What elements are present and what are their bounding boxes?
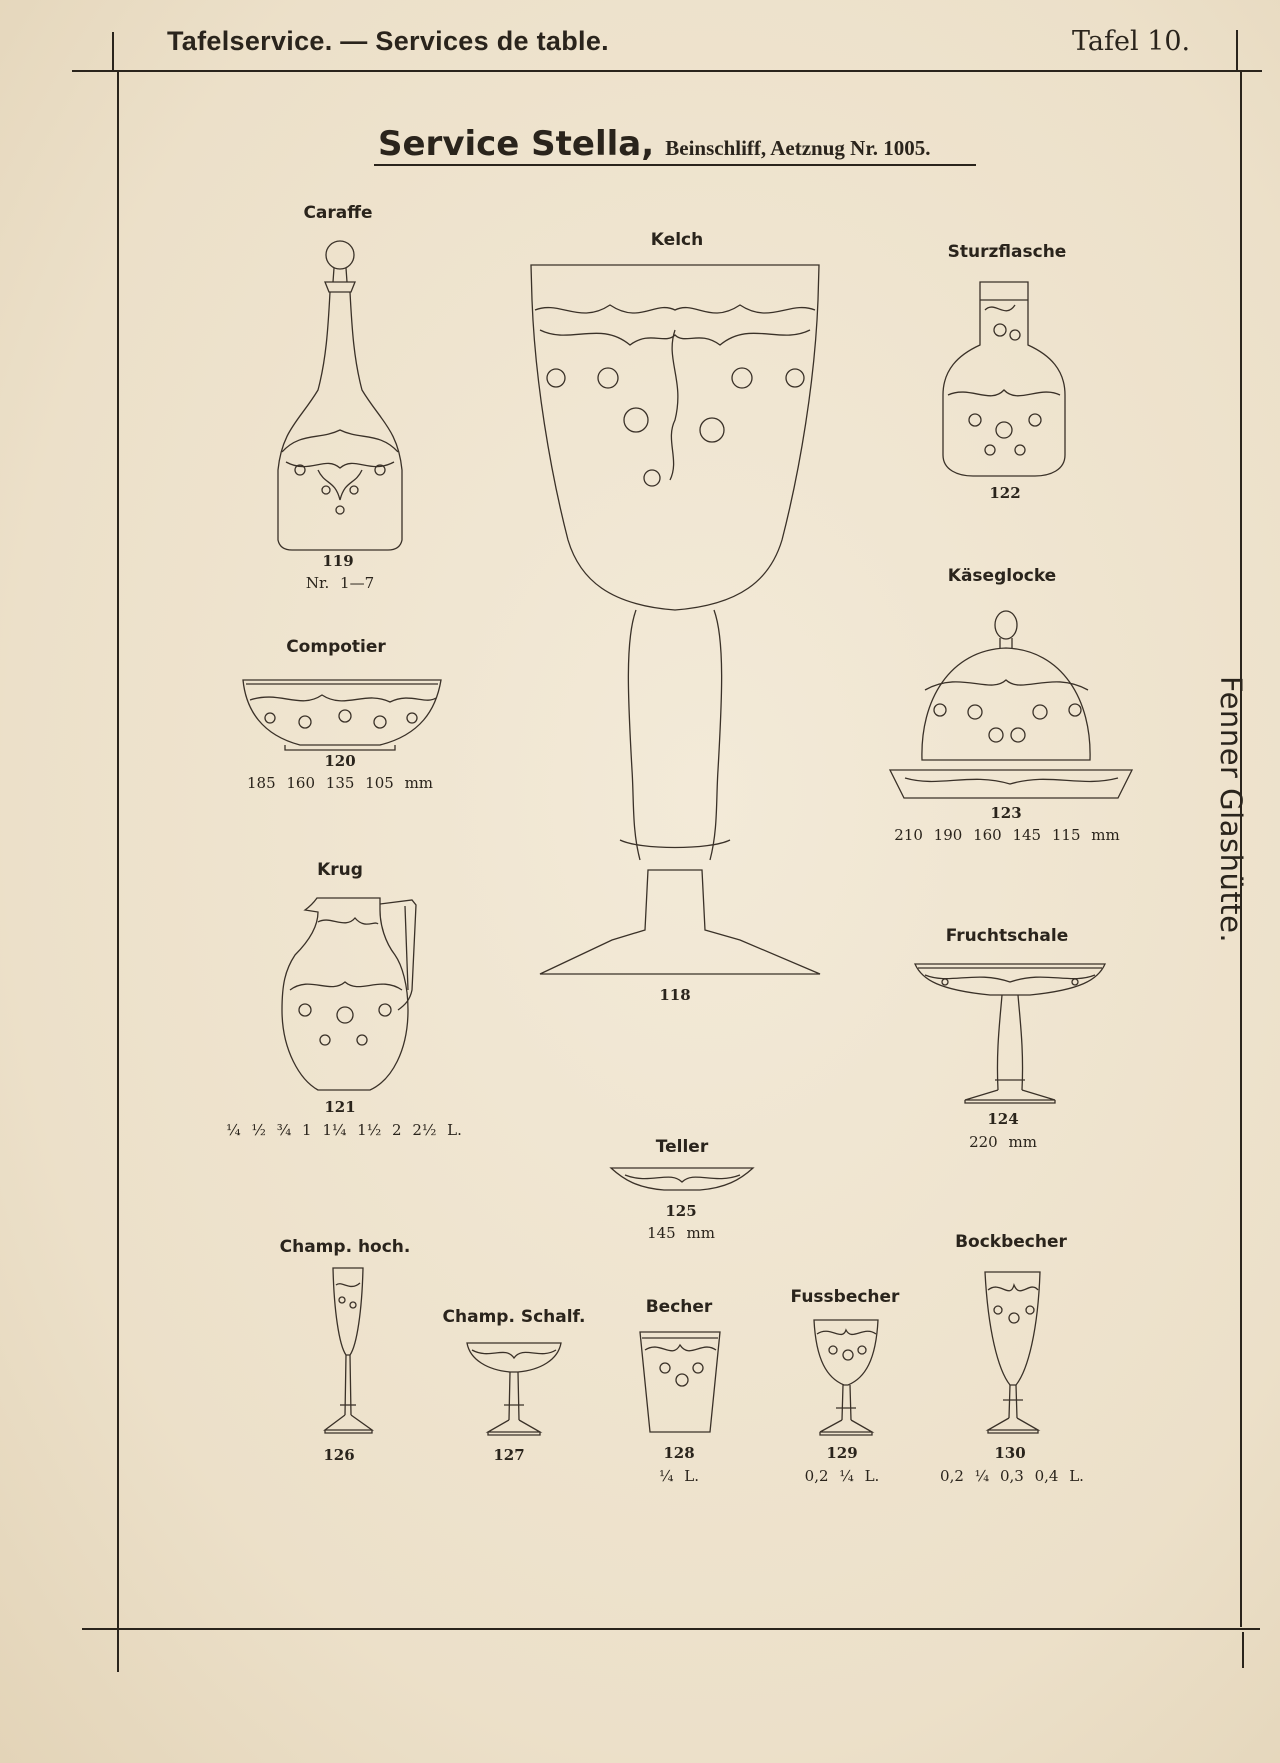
kaeseglocke-drawing — [890, 611, 1132, 798]
teller-label: Teller — [655, 1137, 709, 1157]
fussbecher-drawing — [814, 1320, 878, 1435]
becher-drawing — [640, 1332, 720, 1432]
kaeseglocke-number: 123 — [990, 804, 1022, 822]
bockbecher-drawing — [985, 1272, 1040, 1433]
compotier-label: Compotier — [286, 637, 386, 657]
krug-drawing — [282, 898, 416, 1090]
compotier-sizes: 185 160 135 105 mm — [246, 774, 434, 792]
caraffe-sizes: Nr. 1—7 — [305, 574, 375, 592]
becher-sizes: ¼ L. — [658, 1467, 700, 1485]
bockbecher-number: 130 — [994, 1444, 1026, 1462]
sturzflasche-label: Sturzflasche — [947, 242, 1067, 262]
manufacturer-name: Fenner Glashütte. — [1214, 676, 1248, 944]
kaeseglocke-label: Käseglocke — [947, 566, 1057, 586]
kaeseglocke-sizes: 210 190 160 145 115 mm — [894, 826, 1120, 844]
caraffe-number: 119 — [322, 552, 354, 570]
kelch-number: 118 — [659, 986, 691, 1004]
krug-label: Krug — [317, 860, 363, 880]
fruchtschale-sizes: 220 mm — [969, 1133, 1037, 1151]
fussbecher-sizes: 0,2 ¼ L. — [804, 1467, 880, 1485]
kelch-label: Kelch — [650, 230, 704, 250]
header-title: Tafelservice. — Services de table. — [167, 26, 609, 56]
krug-number: 121 — [324, 1098, 356, 1116]
sturzflasche-number: 122 — [989, 484, 1021, 502]
kelch-drawing — [531, 265, 820, 974]
caraffe-label: Caraffe — [303, 203, 373, 223]
bockbecher-label: Bockbecher — [955, 1232, 1067, 1252]
compotier-number: 120 — [324, 752, 356, 770]
fruchtschale-drawing — [915, 964, 1105, 1103]
teller-sizes: 145 mm — [647, 1224, 715, 1242]
champ-hoch-label: Champ. hoch. — [279, 1237, 411, 1257]
fussbecher-number: 129 — [826, 1444, 858, 1462]
compotier-drawing — [243, 680, 441, 750]
fruchtschale-label: Fruchtschale — [945, 926, 1069, 946]
champ-hoch-drawing — [325, 1268, 372, 1433]
teller-number: 125 — [665, 1202, 697, 1220]
service-subtitle: Beinschliff, Aetznug Nr. 1005. — [665, 136, 931, 160]
teller-drawing — [611, 1168, 753, 1190]
krug-sizes: ¼ ½ ¾ 1 1¼ 1½ 2 2½ L. — [226, 1121, 462, 1139]
champ-schalf-label: Champ. Schalf. — [442, 1307, 586, 1327]
plate-number: Tafel 10. — [1072, 26, 1191, 57]
sturzflasche-drawing — [943, 282, 1065, 476]
service-name: Service Stella, — [378, 124, 655, 164]
champ-schalf-drawing — [467, 1343, 561, 1435]
champ-hoch-number: 126 — [323, 1446, 355, 1464]
caraffe-drawing — [278, 241, 402, 550]
fussbecher-label: Fussbecher — [790, 1287, 900, 1307]
bockbecher-sizes: 0,2 ¼ 0,3 0,4 L. — [940, 1467, 1084, 1485]
becher-number: 128 — [663, 1444, 695, 1462]
fruchtschale-number: 124 — [987, 1110, 1019, 1128]
becher-label: Becher — [645, 1297, 713, 1317]
champ-schalf-number: 127 — [493, 1446, 525, 1464]
